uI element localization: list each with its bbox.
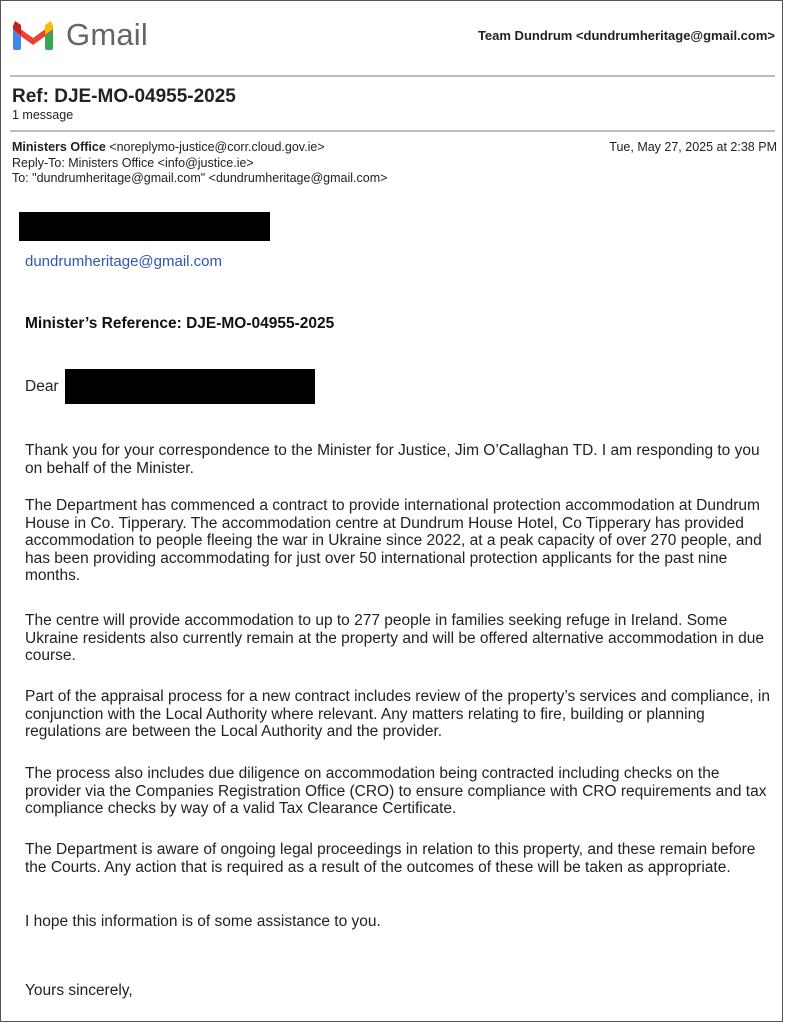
- header-divider: [10, 75, 775, 77]
- letter-paragraph: The Department has commenced a contract to provide international protection accommodation at Dundrum House in Co. Tipperary. The accommodation centre at Dundrum House Hotel, Co Tipperary has provided accommodation to people fleeing the war in Ukraine since 2022, at a peak capacity of over 270 people, and has been providing accommodating for just over 50 international protection applicants for the past nine months.: [25, 497, 762, 584]
- subject-divider: [10, 130, 775, 132]
- message-count: 1 message: [12, 108, 74, 122]
- message-date: Tue, May 27, 2025 at 2:38 PM: [609, 140, 777, 154]
- letter-closing: Yours sincerely,: [25, 982, 133, 999]
- reply-to-line: Reply-To: Ministers Office <info@justice.ie>: [12, 155, 254, 170]
- letter-paragraph: The centre will provide accommodation to up to 277 people in families seeking refuge in Ireland. Some Ukraine residents also currently remain at the property and will be offered alternative accommodation in due course.: [25, 612, 764, 664]
- redaction-box: [19, 212, 270, 241]
- to-line: To: "dundrumheritage@gmail.com" <dundrumheritage@gmail.com>: [12, 171, 388, 185]
- redaction-box: [65, 369, 315, 404]
- message-header: [12, 140, 777, 187]
- header: [10, 0, 775, 74]
- letter-paragraph: The process also includes due diligence on accommodation being contracted including checks on the provider via the Companies Registration Office (CRO) to ensure compliance with CRO requirements and tax compliance checks by way of a valid Tax Clearance Certificate.: [25, 765, 767, 817]
- letter-paragraph: The Department is aware of ongoing legal proceedings in relation to this property, and these remain before the Courts. Any action that is required as a result of the outcomes of these will be taken as appropriate.: [25, 841, 756, 876]
- sender-email: <noreplymo-justice@corr.cloud.gov.ie>: [109, 140, 325, 154]
- gmail-wordmark: Gmail: [66, 17, 148, 52]
- gmail-m-icon: [12, 19, 54, 51]
- letter-paragraph: Thank you for your correspondence to the Minister for Justice, Jim O’Callaghan TD. I am responding to you on behalf of the Minister.: [25, 442, 760, 477]
- salutation: Dear: [25, 378, 59, 395]
- letter-paragraph: I hope this information is of some assistance to you.: [25, 913, 381, 930]
- account-label: Team Dundrum <dundrumheritage@gmail.com>: [477, 28, 775, 43]
- letter-paragraph: Part of the appraisal process for a new contract includes review of the property’s services and compliance, in conjunction with the Local Authority where relevant. Any matters relating to fire, building or planning regulations are between the Local Authority and the provider.: [25, 688, 770, 740]
- sender-name: Ministers Office: [12, 140, 106, 154]
- thread-subject: Ref: DJE-MO-04955-2025: [12, 86, 236, 107]
- gmail-logo[interactable]: [12, 18, 148, 52]
- minister-reference: Minister’s Reference: DJE-MO-04955-2025: [25, 315, 335, 332]
- recipient-email-link[interactable]: dundrumheritage@gmail.com: [25, 253, 222, 270]
